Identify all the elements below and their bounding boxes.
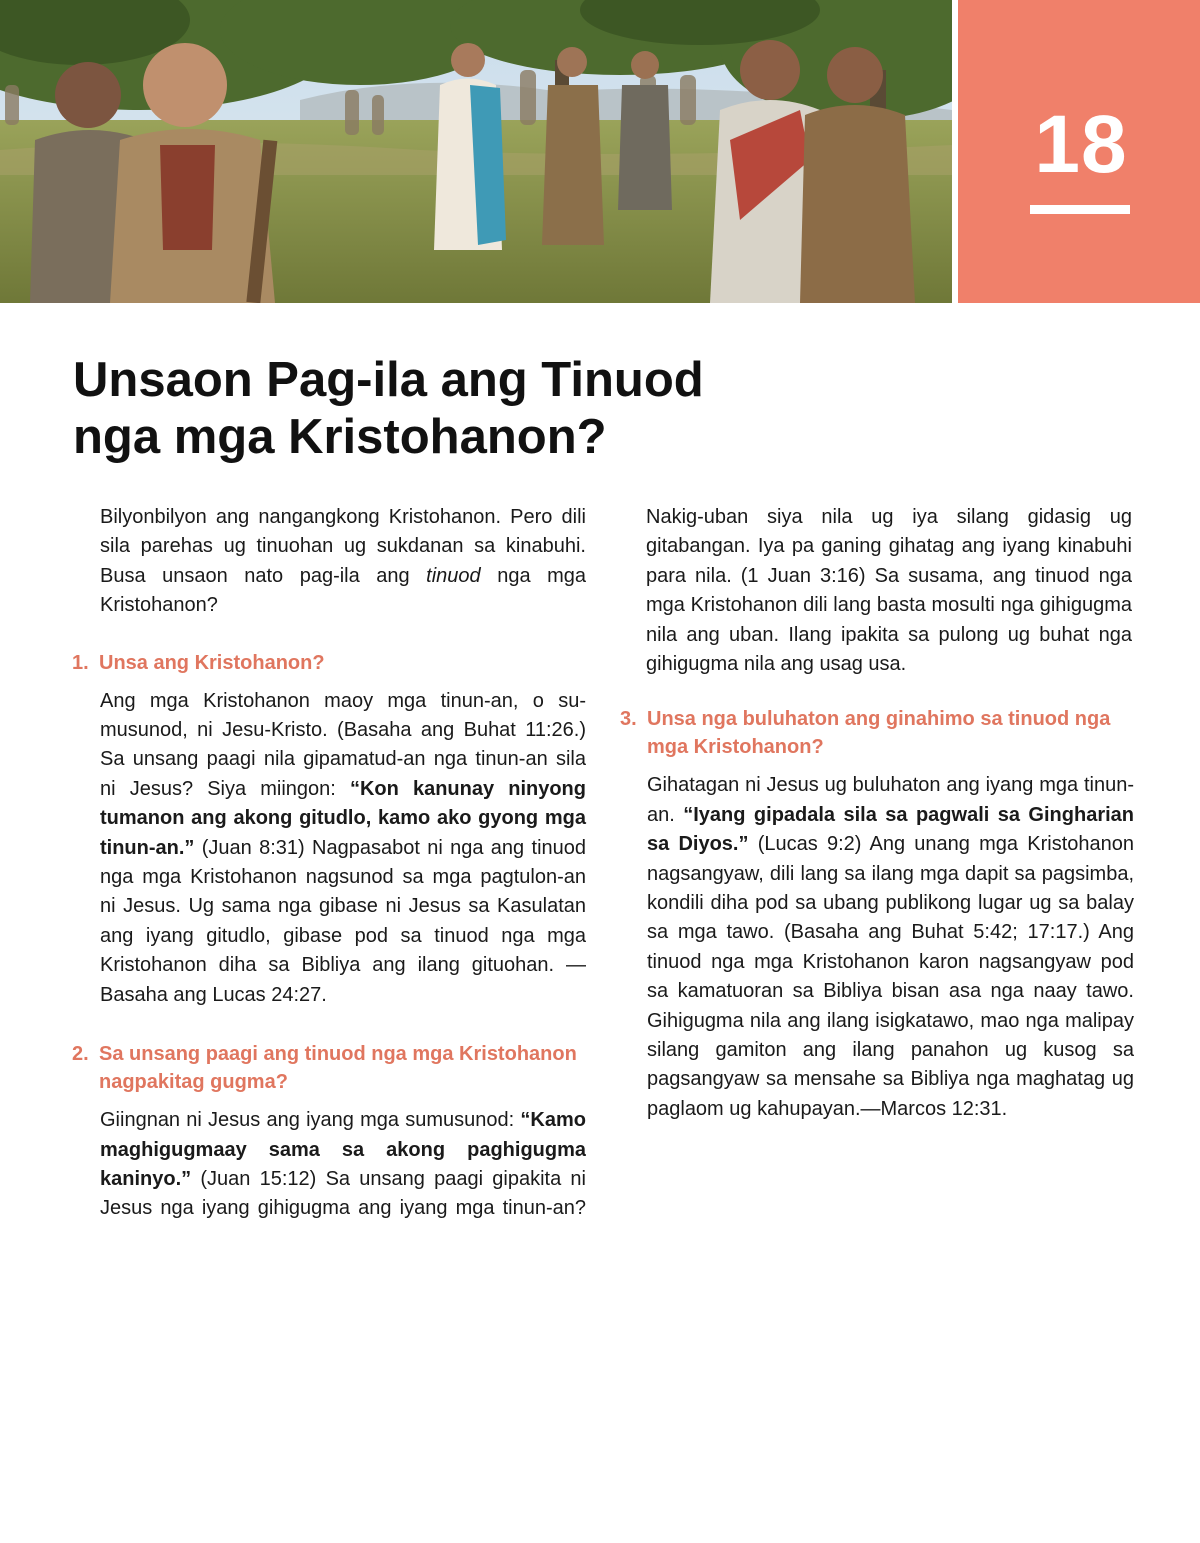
question-2-answer <box>100 1106 586 1224</box>
question-2-text: Sa unsang paagi ang tinuod nga mga Kristohanon nagpakitag gugma? <box>99 1043 577 1094</box>
lesson-number-panel <box>958 0 1200 303</box>
page-title-line-1: Unsaon Pag-ila ang Tinuod <box>73 353 704 407</box>
question-3-heading <box>620 705 1134 761</box>
intro-paragraph <box>100 503 586 621</box>
hero-image <box>0 0 952 303</box>
question-3-text: Unsa nga buluhaton ang ginahimo sa tinuod nga mga Kristohanon? <box>647 708 1111 759</box>
question-2-heading <box>72 1040 586 1096</box>
question-3-answer <box>647 771 1134 1124</box>
page-title-line-2: nga mga Kristohanon? <box>73 410 607 464</box>
question-1-answer <box>100 687 586 1010</box>
question-3-number: 3. <box>620 708 637 731</box>
hero-illustration <box>0 0 952 303</box>
question-1-text: Unsa ang Kristohanon? <box>99 651 325 674</box>
q3-text-1: Gihatagan ni Jesus ug buluhaton ang iyang mga tinun-an. <box>647 774 1134 826</box>
q3-scripture-quote: “Iyang gipadala sila sa pagwali sa Gingharian sa Diyos.” <box>647 803 1135 856</box>
q2-text-2: Nakig-uban siya nila ug iya silang gidasig ug gitabangan. Iya pa ganing gihatag ang iyang kinabuhi para nila. (1 Juan 3:16) Sa susama, ang tinuod nga mga Kristohanon dili lang basta mosulti nga gihigugma nila ang uban. Ilang ipakita sa pulong ug buhat nga gihigugma nila ang usag usa. <box>646 506 1132 676</box>
lesson-number-underline <box>1030 205 1130 214</box>
question-2-answer-continued <box>619 503 1134 679</box>
question-2-number: 2. <box>72 1043 89 1066</box>
question-2-answer-clone <box>646 503 1132 679</box>
intro-text-1: Bilyonbilyon ang nangangkong Kristohanon. Pero dili sila parehas ug tinuohan ug sukdanan sa kinabuhi. Busa unsaon nato pag-ila ang <box>100 506 586 587</box>
q2-text-1: Giingnan ni Jesus ang iyang mga sumusunod: <box>100 1109 521 1132</box>
q2-text-2: (Juan 15:12) Sa unsang paagi gipakita ni Jesus nga iyang gihigugma ang iyang mga tinun-an? <box>100 1167 586 1220</box>
q1-text-2: (Juan 8:31) Nagpasabot ni nga ang tinuod nga mga Kristohanon nagsunod sa mga pagtulon-an ni Jesus. Ug sama nga gibase ni Jesus sa Kasulatan ang iyang gitudlo, gibase pod sa tinuod nga mga Kristohanon diha sa Bibliya ang ilang gituohan. —Basaha ang Lucas 24:27. <box>100 836 586 1006</box>
right-column <box>620 503 1134 1138</box>
page-title <box>73 352 873 466</box>
intro-emphasis: tinuod <box>426 564 481 587</box>
lesson-number: 18 <box>1034 99 1128 190</box>
intro-text-2: nga mga Kristohanon? <box>100 564 586 617</box>
q1-text-1: Ang mga Kristohanon maoy mga tinun-an, o sumusunod, ni Jesu-Kristo. (Basaha ang Buhat 11:26.) Sa unsang paagi nila gipamatud-an nga tinun-an sila ni Jesus? Siya miingon: <box>100 689 586 800</box>
question-2-answer-clip <box>72 1106 586 1224</box>
question-1-number: 1. <box>72 651 89 674</box>
q1-scripture-quote: “Kon kanunay ninyong tumanon ang akong gitudlo, kamo ako gyong mga tinun-an.” <box>100 777 586 859</box>
left-column <box>72 503 586 1243</box>
q2-scripture-quote: “Kamo maghigugmaay sama sa akong paghigugma kaninyo.” <box>100 1109 586 1190</box>
question-1-heading <box>72 649 586 677</box>
q3-text-2: (Lucas 9:2) Ang unang mga Kristohanon nagsangyaw, dili lang sa ilang mga dapit sa pagsimba, kondili diha pod sa ubang publikong lugar ug sa balay sa mga tawo. (Basaha ang Buhat 5:42; 17:17.) Ang tinuod nga mga Kristohanon karon nagsangyaw pod sa kamatuoran sa Bibliya bisan asa nga naay tawo. Gihigugma nila ang ilang isigkatawo, mao nga malipay silang gamiton ang ilang panahon ug kusog sa pagsangyaw sa mensahe sa Bibliya nga maghatag ug paglaom ug kahupayan.—Marcos 12:31. <box>647 833 1134 1120</box>
